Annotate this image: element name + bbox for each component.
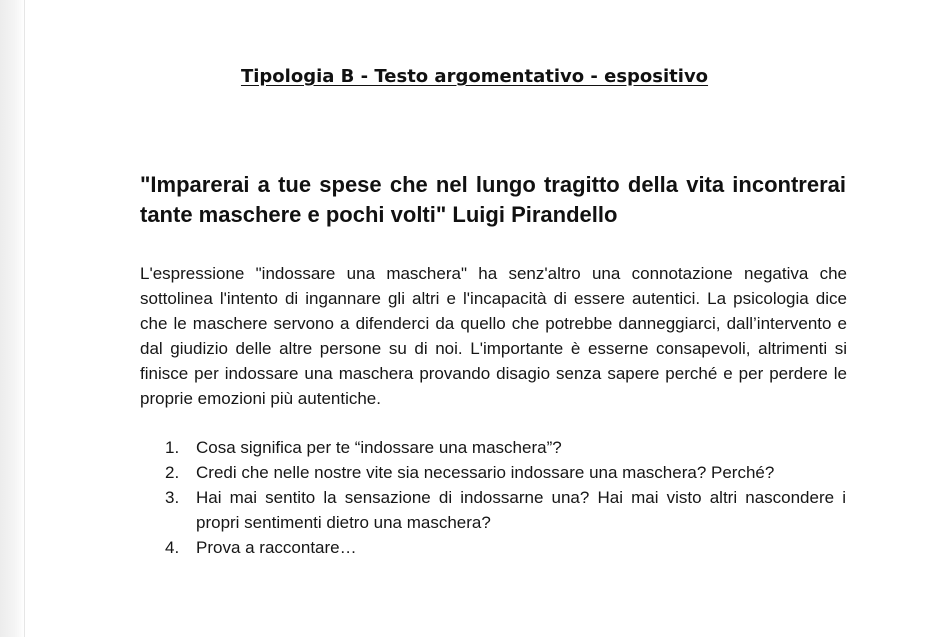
intro-paragraph: L'espressione "indossare una maschera" ha senz'altro una connotazione negativa che sottolinea l'intento di ingannare gli altri e l'incapacità di essere autentici. La psicologia dice che le maschere servono a difenderci da quello che potrebbe danneggiarci, dall’intervento e dal giudizio delle altre persone su di noi. L'importante è esserne consapevoli, altrimenti si finisce per indossare una maschera provando disagio senza sapere perché e per perdere le proprie emozioni più autentiche.: [140, 264, 847, 408]
document-title: Tipologia B - Testo argomentativo - espositivo: [240, 66, 709, 87]
question-text: Hai mai sentito la sensazione di indossarne una? Hai mai visto altri nascondere i propri sentimenti dietro una maschera?: [196, 488, 846, 532]
question-number: 3.: [165, 488, 180, 507]
question-item: [165, 485, 846, 535]
question-text: Cosa significa per te “indossare una maschera”?: [196, 438, 562, 457]
question-item: [165, 535, 846, 560]
question-text: Credi che nelle nostre vite sia necessario indossare una maschera? Perché?: [196, 463, 775, 482]
question-text: Prova a raccontare…: [196, 538, 357, 557]
viewer-left-edge: [0, 0, 25, 637]
quote-heading: "Imparerai a tue spese che nel lungo tragitto della vita incontrerai tante maschere e pochi volti" Luigi Pirandello: [140, 172, 846, 227]
document-page: [25, 0, 949, 637]
question-list: [165, 435, 846, 560]
question-number: 2.: [165, 463, 180, 482]
question-number: 1.: [165, 438, 180, 457]
question-number: 4.: [165, 538, 180, 557]
question-item: [165, 435, 846, 460]
question-item: [165, 460, 846, 485]
